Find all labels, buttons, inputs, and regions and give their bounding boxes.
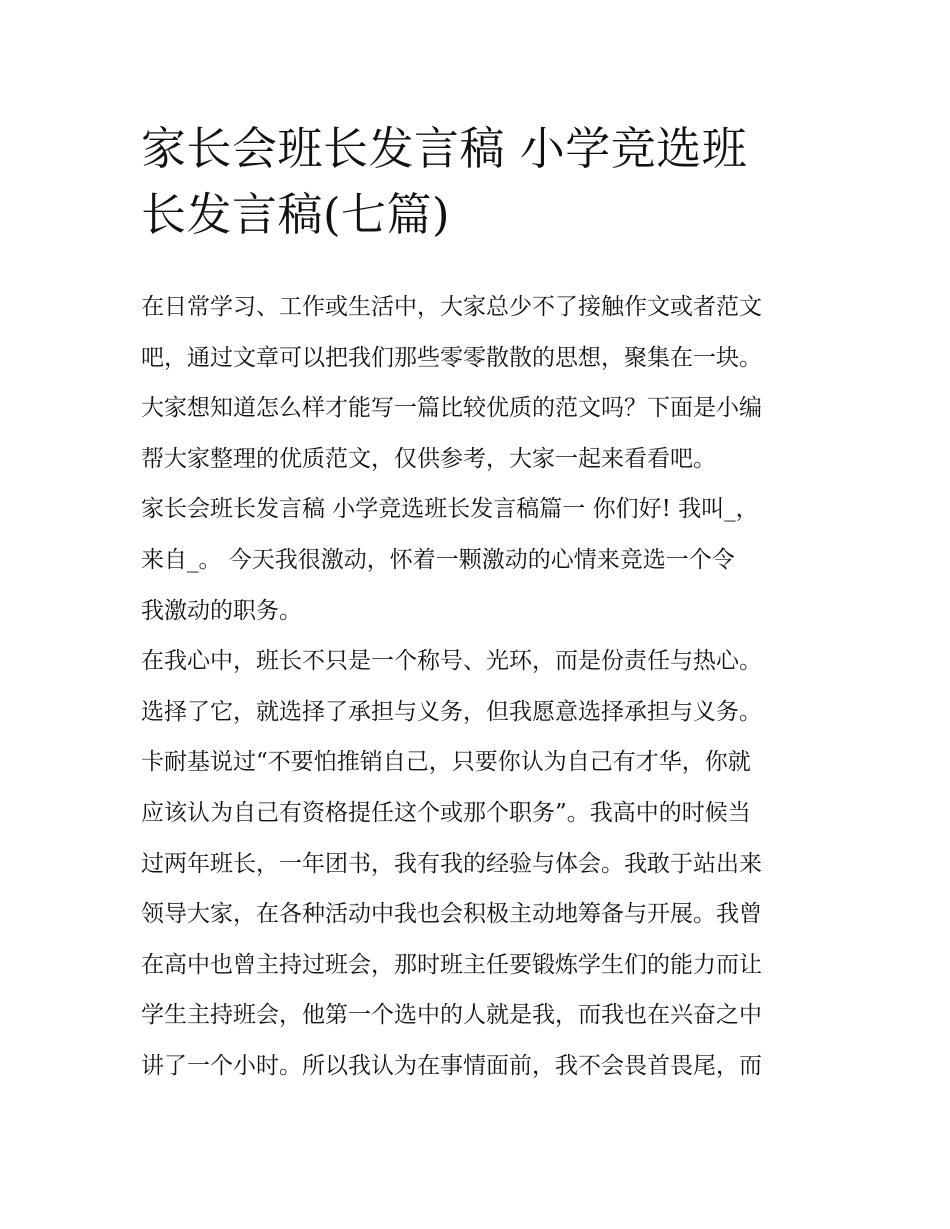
body-line: 学生主持班会，他第一个选中的人就是我，而我也在兴奋之中 xyxy=(141,1002,762,1029)
body-line: 卡耐基说过“不要怕推销自己，只要你认为自己有才华，你就 xyxy=(141,749,751,776)
body-line: 帮大家整理的优质范文，仅供参考，大家一起来看看吧。 xyxy=(141,445,716,472)
body-line: 家长会班长发言稿 小学竞选班长发言稿篇一 你们好! 我叫_， xyxy=(141,496,759,523)
document-body xyxy=(141,282,821,1092)
body-line: 在高中也曾主持过班会，那时班主任要锻炼学生们的能力而让 xyxy=(141,951,762,978)
body-line: 在我心中，班长不只是一个称号、光环，而是份责任与热心。 xyxy=(141,648,762,675)
document-content xyxy=(141,116,821,1079)
title-line: 长发言稿(七篇) xyxy=(141,188,451,241)
body-line: 大家想知道怎么样才能写一篇比较优质的范文吗？下面是小编 xyxy=(141,395,762,422)
body-line: 过两年班长，一年团书，我有我的经验与体会。我敢于站出来 xyxy=(141,850,762,877)
body-line: 讲了一个小时。所以我认为在事情面前，我不会畏首畏尾，而 xyxy=(141,1052,762,1079)
body-line: 在日常学习、工作或生活中，大家总少不了接触作文或者范文 xyxy=(141,294,762,320)
body-line: 应该认为自己有资格提任这个或那个职务”。我高中的时候当 xyxy=(141,799,751,826)
body-line: 我激动的职务。 xyxy=(141,597,302,624)
body-line: 选择了它，就选择了承担与义务，但我愿意选择承担与义务。 xyxy=(141,698,762,725)
document-title xyxy=(141,116,821,248)
body-line: 来自_。 今天我很激动，怀着一颗激动的心情来竞选一个令 xyxy=(141,546,735,573)
body-line: 吧，通过文章可以把我们那些零零散散的思想，聚集在一块。 xyxy=(141,344,762,371)
body-line: 领导大家，在各种活动中我也会积极主动地筹备与开展。我曾 xyxy=(141,901,762,928)
title-line: 家长会班长发言稿 小学竞选班 xyxy=(141,122,748,175)
